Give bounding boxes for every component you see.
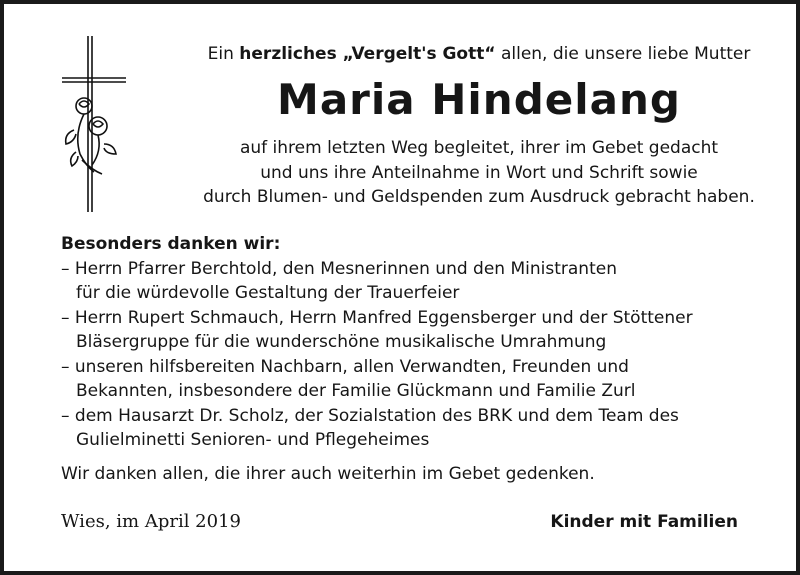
deceased-name: Maria Hindelang [277,75,681,124]
intro-bold: herzliches „Vergelt's Gott“ [239,44,496,64]
thanks-line-2: für die würdevolle Gestaltung der Trauerfeier [76,283,460,303]
thanks-line-8: Gulielminetti Senioren- und Pflegeheimes [76,430,430,450]
sub-line-2: und uns ihre Anteilnahme in Wort und Schrift sowie [260,163,698,183]
intro-line [184,42,774,66]
thanks-line-3: – Herrn Rupert Schmauch, Herrn Manfred Eggensberger und der Stöttener [61,308,693,328]
intro-post: allen, die unsere liebe Mutter [500,44,751,64]
signature: Kinder mit Familien [550,512,738,532]
thanks-line-4: Bläsergruppe für die wunderschöne musikalische Umrahmung [76,332,607,352]
sub-line-1: auf ihrem letzten Weg begleitet, ihrer im Gebet gedacht [239,138,719,158]
cross-with-roses-icon [54,34,134,214]
thanks-line-1: – Herrn Pfarrer Berchtold, den Mesnerinnen und den Ministranten [61,259,617,279]
thanks-line-7: – dem Hausarzt Dr. Scholz, der Sozialstation des BRK und dem Team des [61,406,679,426]
thanks-line-5: – unseren hilfsbereiten Nachbarn, allen Verwandten, Freunden und [61,357,629,377]
place-date: Wies, im April 2019 [61,511,241,532]
sub-line-3: durch Blumen- und Geldspenden zum Ausdruck gebracht haben. [203,187,755,207]
thanks-line-6: Bekannten, insbesondere der Familie Glückmann und Familie Zurl [76,381,636,401]
thanks-heading: Besonders danken wir: [61,234,281,254]
intro-pre: Ein [207,44,234,64]
closing-line: Wir danken allen, die ihrer auch weiterhin im Gebet gedenken. [61,464,595,484]
